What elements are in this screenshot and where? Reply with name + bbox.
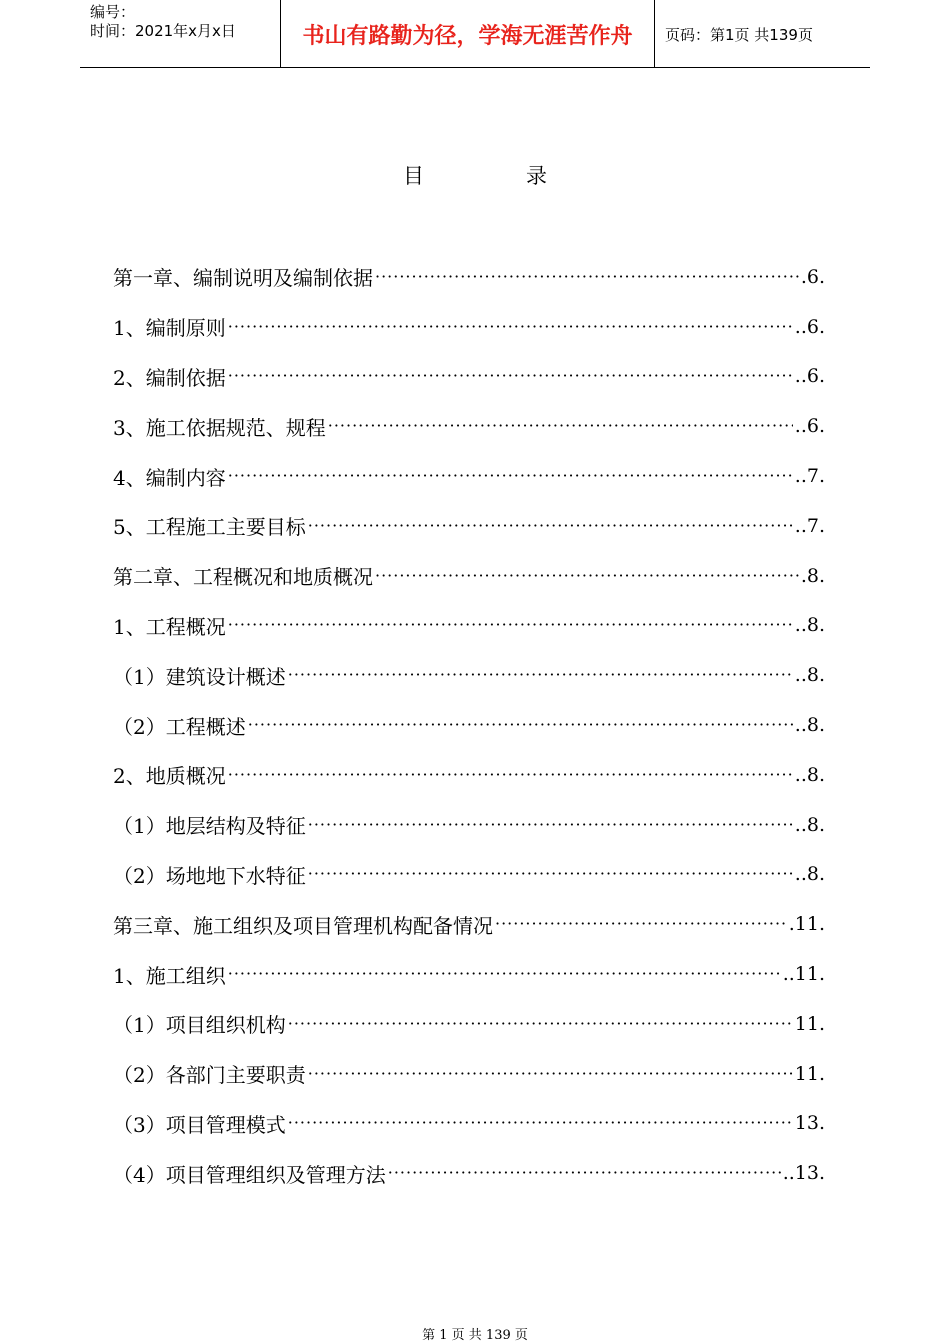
toc-leader-dots — [308, 864, 793, 884]
toc-entry[interactable] — [113, 999, 825, 1049]
toc-entry[interactable] — [113, 551, 825, 601]
toc-entry-label: 5、工程施工主要目标 — [113, 515, 306, 540]
title-right: 录 — [526, 164, 547, 188]
toc-entry[interactable] — [113, 700, 825, 750]
toc-entry-page: 11. — [794, 1062, 825, 1085]
toc-leader-dots — [375, 267, 799, 287]
toc-entry[interactable] — [113, 1099, 825, 1149]
number-label: 编号： — [90, 3, 136, 21]
toc-entry-label: （2）各部门主要职责 — [113, 1063, 306, 1088]
toc-entry[interactable] — [113, 750, 825, 800]
toc-entry-label: （2）场地地下水特征 — [113, 863, 306, 888]
toc-entry-page: ..8. — [794, 714, 825, 737]
header-meta — [80, 0, 281, 68]
toc-entry-page: ..6. — [794, 365, 825, 388]
toc-entry[interactable] — [113, 1049, 825, 1099]
toc-leader-dots — [375, 566, 799, 586]
toc-entry[interactable] — [113, 252, 825, 302]
toc-entry-page: ..6. — [794, 415, 825, 438]
toc-entry-page: ..8. — [794, 614, 825, 637]
toc-leader-dots — [248, 715, 793, 735]
toc-entry-page: ..13. — [782, 1162, 825, 1185]
toc-entry-label: 1、施工组织 — [113, 963, 226, 988]
toc-entry-page: ..8. — [794, 863, 825, 886]
toc-leader-dots — [288, 1014, 793, 1034]
toc-entry-page: ..8. — [794, 664, 825, 687]
toc-entry[interactable] — [113, 949, 825, 999]
toc-entry-label: （4）项目管理组织及管理方法 — [113, 1162, 386, 1187]
header-page-info: 页码：第1页 共139页 — [665, 25, 813, 44]
toc-entry-page: ..11. — [782, 963, 825, 986]
toc-leader-dots — [288, 665, 793, 685]
page-header — [80, 0, 870, 68]
toc-leader-dots — [228, 366, 793, 386]
toc-entry[interactable] — [113, 650, 825, 700]
toc-entry-page: .11. — [788, 913, 825, 936]
toc-entry-page: ..7. — [794, 465, 825, 488]
toc-leader-dots — [308, 516, 793, 536]
toc-leader-dots — [228, 964, 781, 984]
toc-entry-page: 11. — [794, 1012, 825, 1035]
toc-entry-page: .8. — [800, 564, 825, 587]
toc-leader-dots — [228, 466, 793, 486]
toc-leader-dots — [495, 914, 787, 934]
toc-entry-label: 第一章、编制说明及编制依据 — [113, 266, 373, 291]
toc-leader-dots — [228, 765, 793, 785]
toc-entry[interactable] — [113, 850, 825, 900]
toc-leader-dots — [308, 815, 793, 835]
header-motto: 书山有路勤为径，学海无涯苦作舟 — [281, 0, 655, 68]
toc-entry-label: （1）建筑设计概述 — [113, 664, 286, 689]
toc-entry-label: （1）项目组织机构 — [113, 1013, 286, 1038]
toc-entry-label: （3）项目管理模式 — [113, 1112, 286, 1137]
toc-entry-label: 2、地质概况 — [113, 764, 226, 789]
toc-entry[interactable] — [113, 302, 825, 352]
toc-entry[interactable] — [113, 601, 825, 651]
toc-leader-dots — [328, 416, 793, 436]
toc-entry-page: 13. — [794, 1112, 825, 1135]
table-of-contents — [113, 252, 825, 1198]
toc-entry[interactable] — [113, 451, 825, 501]
toc-entry-page: ..8. — [794, 763, 825, 786]
page-footer: 第 1 页 共 139 页 — [422, 1328, 528, 1343]
toc-entry[interactable] — [113, 1148, 825, 1198]
toc-entry-label: 1、编制原则 — [113, 316, 226, 341]
toc-leader-dots — [388, 1163, 781, 1183]
toc-leader-dots — [288, 1113, 793, 1133]
toc-entry-label: 3、施工依据规范、规程 — [113, 415, 326, 440]
time-label: 时间：2021年x月x日 — [90, 22, 236, 40]
toc-entry-page: ..6. — [794, 315, 825, 338]
toc-leader-dots — [228, 615, 793, 635]
toc-entry-label: （1）地层结构及特征 — [113, 814, 306, 839]
title-left: 目 — [403, 164, 424, 188]
toc-entry[interactable] — [113, 501, 825, 551]
toc-leader-dots — [228, 317, 793, 337]
toc-entry[interactable] — [113, 800, 825, 850]
toc-entry-page: .6. — [800, 265, 825, 288]
toc-entry-label: 1、工程概况 — [113, 614, 226, 639]
toc-entry-label: 2、编制依据 — [113, 365, 226, 390]
toc-entry-label: （2）工程概述 — [113, 714, 246, 739]
toc-entry-label: 第三章、施工组织及项目管理机构配备情况 — [113, 913, 493, 938]
toc-entry[interactable] — [113, 352, 825, 402]
toc-entry-label: 4、编制内容 — [113, 465, 226, 490]
toc-entry[interactable] — [113, 401, 825, 451]
toc-leader-dots — [308, 1064, 793, 1084]
toc-entry-page: ..8. — [794, 813, 825, 836]
page-title — [0, 160, 950, 190]
toc-entry-page: ..7. — [794, 514, 825, 537]
toc-entry-label: 第二章、工程概况和地质概况 — [113, 565, 373, 590]
toc-entry[interactable] — [113, 899, 825, 949]
